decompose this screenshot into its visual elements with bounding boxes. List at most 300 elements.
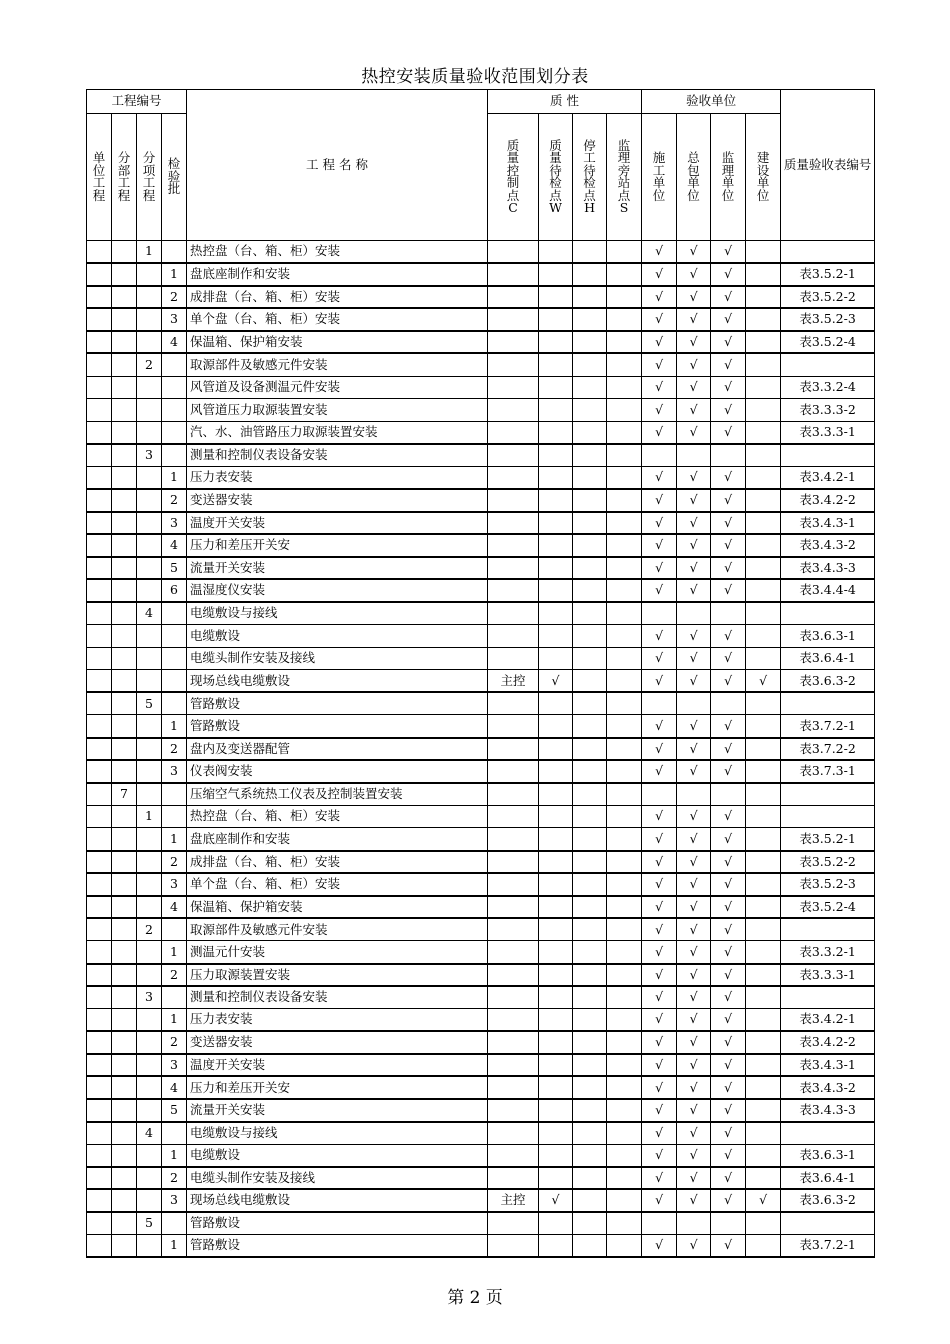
unit-project-cell bbox=[87, 760, 112, 783]
project-name-cell: 现场总线电缆敷设 bbox=[187, 1189, 488, 1212]
table-row bbox=[87, 579, 875, 602]
unit-project-cell bbox=[87, 557, 112, 580]
form-number-cell: 表3.4.3-1 bbox=[781, 1054, 875, 1077]
subitem-project-cell: 5 bbox=[137, 1212, 162, 1235]
construction-unit-check: √ bbox=[642, 1076, 677, 1099]
supervision-point-cell bbox=[607, 964, 642, 987]
division-project-cell bbox=[112, 738, 137, 761]
construction-unit-check: √ bbox=[642, 941, 677, 964]
quality-control-point-cell: 主控 bbox=[488, 670, 539, 693]
supervision-point-cell bbox=[607, 241, 642, 264]
inspection-lot-cell: 3 bbox=[162, 308, 187, 331]
owner-unit-check bbox=[746, 263, 781, 286]
general-contractor-check: √ bbox=[677, 579, 711, 602]
inspection-lot-cell bbox=[162, 625, 187, 648]
form-number-cell: 表3.4.2-2 bbox=[781, 489, 875, 512]
table-row bbox=[87, 647, 875, 670]
supervision-point-cell bbox=[607, 715, 642, 738]
owner-unit-check bbox=[746, 1212, 781, 1235]
division-project-cell bbox=[112, 557, 137, 580]
hold-point-cell bbox=[573, 625, 607, 648]
inspection-lot-cell bbox=[162, 241, 187, 264]
supervision-point-cell bbox=[607, 873, 642, 896]
quality-witness-point-cell bbox=[539, 828, 573, 851]
hold-point-cell bbox=[573, 1054, 607, 1077]
owner-unit-check bbox=[746, 579, 781, 602]
supervision-unit-check: √ bbox=[711, 241, 746, 264]
general-contractor-check: √ bbox=[677, 828, 711, 851]
header-form-number: 质量验收表编号 bbox=[781, 90, 875, 241]
division-project-cell bbox=[112, 918, 137, 941]
division-project-cell bbox=[112, 1009, 137, 1032]
table-row bbox=[87, 466, 875, 489]
supervision-point-cell bbox=[607, 421, 642, 444]
inspection-lot-cell: 4 bbox=[162, 1076, 187, 1099]
general-contractor-check: √ bbox=[677, 466, 711, 489]
subitem-project-cell bbox=[137, 1144, 162, 1167]
hold-point-cell bbox=[573, 376, 607, 399]
form-number-cell: 表3.7.2-2 bbox=[781, 738, 875, 761]
table-row bbox=[87, 715, 875, 738]
hold-point-cell bbox=[573, 557, 607, 580]
unit-project-cell bbox=[87, 241, 112, 264]
general-contractor-check: √ bbox=[677, 241, 711, 264]
quality-control-point-cell bbox=[488, 263, 539, 286]
construction-unit-check: √ bbox=[642, 625, 677, 648]
supervision-unit-check bbox=[711, 602, 746, 625]
quality-control-point-cell bbox=[488, 692, 539, 715]
owner-unit-check bbox=[746, 602, 781, 625]
subitem-project-cell bbox=[137, 896, 162, 919]
quality-control-point-cell bbox=[488, 783, 539, 806]
table-row bbox=[87, 828, 875, 851]
supervision-unit-check: √ bbox=[711, 738, 746, 761]
table-row bbox=[87, 1235, 875, 1258]
subitem-project-cell: 2 bbox=[137, 918, 162, 941]
construction-unit-check: √ bbox=[642, 1235, 677, 1258]
division-project-cell bbox=[112, 692, 137, 715]
quality-control-point-cell bbox=[488, 986, 539, 1009]
unit-project-cell bbox=[87, 602, 112, 625]
owner-unit-check bbox=[746, 1099, 781, 1122]
quality-witness-point-cell bbox=[539, 738, 573, 761]
unit-project-cell bbox=[87, 692, 112, 715]
hold-point-cell bbox=[573, 1031, 607, 1054]
subitem-project-cell bbox=[137, 421, 162, 444]
construction-unit-check: √ bbox=[642, 828, 677, 851]
owner-unit-check bbox=[746, 783, 781, 806]
supervision-point-cell bbox=[607, 1122, 642, 1145]
construction-unit-check: √ bbox=[642, 873, 677, 896]
inspection-lot-cell: 1 bbox=[162, 828, 187, 851]
quality-control-point-cell bbox=[488, 964, 539, 987]
quality-control-point-cell bbox=[488, 489, 539, 512]
form-number-cell: 表3.6.3-1 bbox=[781, 1144, 875, 1167]
unit-project-cell bbox=[87, 376, 112, 399]
construction-unit-check: √ bbox=[642, 421, 677, 444]
table-row bbox=[87, 625, 875, 648]
inspection-lot-cell: 2 bbox=[162, 738, 187, 761]
supervision-unit-check bbox=[711, 692, 746, 715]
general-contractor-check: √ bbox=[677, 1235, 711, 1258]
inspection-lot-cell: 1 bbox=[162, 715, 187, 738]
owner-unit-check bbox=[746, 376, 781, 399]
subitem-project-cell bbox=[137, 376, 162, 399]
quality-control-point-cell bbox=[488, 647, 539, 670]
supervision-unit-check: √ bbox=[711, 828, 746, 851]
supervision-unit-check bbox=[711, 783, 746, 806]
supervision-point-cell bbox=[607, 1144, 642, 1167]
supervision-unit-check: √ bbox=[711, 286, 746, 309]
hold-point-cell bbox=[573, 466, 607, 489]
unit-project-cell bbox=[87, 534, 112, 557]
project-name-cell: 盘底座制作和安装 bbox=[187, 828, 488, 851]
construction-unit-check bbox=[642, 1212, 677, 1235]
inspection-lot-cell bbox=[162, 918, 187, 941]
table-row bbox=[87, 489, 875, 512]
supervision-point-cell bbox=[607, 670, 642, 693]
construction-unit-check: √ bbox=[642, 286, 677, 309]
acceptance-division-table bbox=[86, 89, 875, 1258]
construction-unit-check: √ bbox=[642, 964, 677, 987]
construction-unit-check bbox=[642, 444, 677, 467]
general-contractor-check: √ bbox=[677, 625, 711, 648]
unit-project-cell bbox=[87, 828, 112, 851]
quality-witness-point-cell bbox=[539, 1122, 573, 1145]
division-project-cell bbox=[112, 331, 137, 354]
table-row bbox=[87, 263, 875, 286]
supervision-unit-check: √ bbox=[711, 670, 746, 693]
general-contractor-check: √ bbox=[677, 760, 711, 783]
project-name-cell: 压缩空气系统热工仪表及控制装置安装 bbox=[187, 783, 488, 806]
owner-unit-check bbox=[746, 421, 781, 444]
hold-point-cell bbox=[573, 941, 607, 964]
general-contractor-check: √ bbox=[677, 738, 711, 761]
construction-unit-check: √ bbox=[642, 896, 677, 919]
subitem-project-cell bbox=[137, 851, 162, 874]
inspection-lot-cell: 1 bbox=[162, 466, 187, 489]
table-row bbox=[87, 353, 875, 376]
form-number-cell bbox=[781, 918, 875, 941]
hold-point-cell bbox=[573, 579, 607, 602]
form-number-cell: 表3.5.2-3 bbox=[781, 308, 875, 331]
inspection-lot-cell bbox=[162, 986, 187, 1009]
supervision-unit-check: √ bbox=[711, 625, 746, 648]
quality-witness-point-cell bbox=[539, 444, 573, 467]
construction-unit-check: √ bbox=[642, 760, 677, 783]
supervision-point-cell bbox=[607, 444, 642, 467]
project-name-cell: 管路敷设 bbox=[187, 1235, 488, 1258]
quality-control-point-cell bbox=[488, 828, 539, 851]
division-project-cell bbox=[112, 1212, 137, 1235]
supervision-unit-check: √ bbox=[711, 1235, 746, 1258]
supervision-point-cell bbox=[607, 828, 642, 851]
form-number-cell: 表3.4.3-3 bbox=[781, 557, 875, 580]
table-row bbox=[87, 376, 875, 399]
owner-unit-check bbox=[746, 1122, 781, 1145]
subitem-project-cell bbox=[137, 466, 162, 489]
construction-unit-check: √ bbox=[642, 1144, 677, 1167]
general-contractor-check: √ bbox=[677, 421, 711, 444]
quality-witness-point-cell bbox=[539, 399, 573, 422]
inspection-lot-cell: 1 bbox=[162, 1009, 187, 1032]
general-contractor-check: √ bbox=[677, 851, 711, 874]
quality-control-point-cell bbox=[488, 353, 539, 376]
unit-project-cell bbox=[87, 670, 112, 693]
supervision-unit-check: √ bbox=[711, 308, 746, 331]
header-quality-nature: 质 性 bbox=[488, 90, 642, 114]
division-project-cell bbox=[112, 444, 137, 467]
construction-unit-check: √ bbox=[642, 466, 677, 489]
quality-witness-point-cell bbox=[539, 331, 573, 354]
inspection-lot-cell: 1 bbox=[162, 941, 187, 964]
quality-control-point-cell bbox=[488, 1235, 539, 1258]
quality-control-point-cell bbox=[488, 512, 539, 535]
hold-point-cell bbox=[573, 602, 607, 625]
subitem-project-cell: 1 bbox=[137, 241, 162, 264]
supervision-point-cell bbox=[607, 805, 642, 828]
quality-control-point-cell bbox=[488, 873, 539, 896]
subitem-project-cell: 4 bbox=[137, 602, 162, 625]
subitem-project-cell bbox=[137, 263, 162, 286]
supervision-unit-check: √ bbox=[711, 715, 746, 738]
quality-control-point-cell bbox=[488, 851, 539, 874]
division-project-cell bbox=[112, 986, 137, 1009]
construction-unit-check bbox=[642, 783, 677, 806]
unit-project-cell bbox=[87, 964, 112, 987]
table-row bbox=[87, 670, 875, 693]
supervision-unit-check: √ bbox=[711, 579, 746, 602]
quality-control-point-cell bbox=[488, 896, 539, 919]
quality-witness-point-cell bbox=[539, 579, 573, 602]
owner-unit-check bbox=[746, 331, 781, 354]
division-project-cell bbox=[112, 1099, 137, 1122]
supervision-unit-check: √ bbox=[711, 1076, 746, 1099]
division-project-cell bbox=[112, 1031, 137, 1054]
construction-unit-check: √ bbox=[642, 986, 677, 1009]
unit-project-cell bbox=[87, 625, 112, 648]
general-contractor-check: √ bbox=[677, 1031, 711, 1054]
division-project-cell bbox=[112, 828, 137, 851]
construction-unit-check: √ bbox=[642, 399, 677, 422]
unit-project-cell bbox=[87, 489, 112, 512]
hold-point-cell bbox=[573, 286, 607, 309]
header-quality-witness-point: 质量待检点W bbox=[539, 114, 573, 241]
unit-project-cell bbox=[87, 466, 112, 489]
owner-unit-check bbox=[746, 873, 781, 896]
inspection-lot-cell bbox=[162, 353, 187, 376]
form-number-cell bbox=[781, 602, 875, 625]
division-project-cell bbox=[112, 241, 137, 264]
supervision-point-cell bbox=[607, 647, 642, 670]
table-row bbox=[87, 602, 875, 625]
inspection-lot-cell bbox=[162, 602, 187, 625]
general-contractor-check: √ bbox=[677, 896, 711, 919]
division-project-cell bbox=[112, 647, 137, 670]
general-contractor-check: √ bbox=[677, 1167, 711, 1190]
supervision-unit-check: √ bbox=[711, 331, 746, 354]
division-project-cell bbox=[112, 489, 137, 512]
hold-point-cell bbox=[573, 760, 607, 783]
table-row bbox=[87, 851, 875, 874]
inspection-lot-cell bbox=[162, 421, 187, 444]
unit-project-cell bbox=[87, 715, 112, 738]
owner-unit-check bbox=[746, 489, 781, 512]
project-name-cell: 汽、水、油管路压力取源装置安装 bbox=[187, 421, 488, 444]
unit-project-cell bbox=[87, 783, 112, 806]
supervision-unit-check: √ bbox=[711, 986, 746, 1009]
general-contractor-check: √ bbox=[677, 986, 711, 1009]
inspection-lot-cell: 3 bbox=[162, 873, 187, 896]
supervision-point-cell bbox=[607, 399, 642, 422]
quality-control-point-cell bbox=[488, 805, 539, 828]
project-name-cell: 热控盘（台、箱、柜）安装 bbox=[187, 805, 488, 828]
form-number-cell bbox=[781, 805, 875, 828]
quality-control-point-cell bbox=[488, 1054, 539, 1077]
general-contractor-check bbox=[677, 444, 711, 467]
construction-unit-check: √ bbox=[642, 1099, 677, 1122]
supervision-point-cell bbox=[607, 579, 642, 602]
inspection-lot-cell bbox=[162, 670, 187, 693]
form-number-cell: 表3.5.2-4 bbox=[781, 331, 875, 354]
owner-unit-check bbox=[746, 1235, 781, 1258]
unit-project-cell bbox=[87, 444, 112, 467]
quality-control-point-cell bbox=[488, 1076, 539, 1099]
project-name-cell: 电缆敷设 bbox=[187, 625, 488, 648]
construction-unit-check: √ bbox=[642, 1009, 677, 1032]
project-name-cell: 成排盘（台、箱、柜）安装 bbox=[187, 851, 488, 874]
table-row bbox=[87, 1009, 875, 1032]
owner-unit-check bbox=[746, 760, 781, 783]
form-number-cell: 表3.6.4-1 bbox=[781, 647, 875, 670]
unit-project-cell bbox=[87, 851, 112, 874]
general-contractor-check: √ bbox=[677, 399, 711, 422]
table-row bbox=[87, 1212, 875, 1235]
quality-witness-point-cell bbox=[539, 512, 573, 535]
subitem-project-cell bbox=[137, 738, 162, 761]
quality-witness-point-cell bbox=[539, 941, 573, 964]
supervision-unit-check: √ bbox=[711, 399, 746, 422]
form-number-cell: 表3.6.4-1 bbox=[781, 1167, 875, 1190]
unit-project-cell bbox=[87, 1122, 112, 1145]
construction-unit-check: √ bbox=[642, 715, 677, 738]
supervision-point-cell bbox=[607, 692, 642, 715]
owner-unit-check: √ bbox=[746, 670, 781, 693]
form-number-cell: 表3.7.2-1 bbox=[781, 1235, 875, 1258]
supervision-unit-check: √ bbox=[711, 353, 746, 376]
quality-control-point-cell bbox=[488, 466, 539, 489]
inspection-lot-cell: 3 bbox=[162, 760, 187, 783]
quality-control-point-cell bbox=[488, 1212, 539, 1235]
hold-point-cell bbox=[573, 1167, 607, 1190]
division-project-cell bbox=[112, 670, 137, 693]
header-supervision-unit: 监理单位 bbox=[711, 114, 746, 241]
project-name-cell: 测量和控制仪表设备安装 bbox=[187, 444, 488, 467]
construction-unit-check: √ bbox=[642, 557, 677, 580]
table-row bbox=[87, 783, 875, 806]
general-contractor-check bbox=[677, 602, 711, 625]
unit-project-cell bbox=[87, 399, 112, 422]
supervision-point-cell bbox=[607, 760, 642, 783]
supervision-point-cell bbox=[607, 308, 642, 331]
general-contractor-check: √ bbox=[677, 534, 711, 557]
supervision-unit-check: √ bbox=[711, 557, 746, 580]
quality-control-point-cell bbox=[488, 602, 539, 625]
general-contractor-check: √ bbox=[677, 1144, 711, 1167]
supervision-unit-check: √ bbox=[711, 1054, 746, 1077]
table-row bbox=[87, 512, 875, 535]
quality-control-point-cell bbox=[488, 579, 539, 602]
supervision-unit-check: √ bbox=[711, 964, 746, 987]
project-name-cell: 温度开关安装 bbox=[187, 512, 488, 535]
subitem-project-cell bbox=[137, 625, 162, 648]
supervision-unit-check: √ bbox=[711, 918, 746, 941]
owner-unit-check bbox=[746, 1167, 781, 1190]
subitem-project-cell: 3 bbox=[137, 444, 162, 467]
general-contractor-check bbox=[677, 1212, 711, 1235]
project-name-cell: 保温箱、保护箱安装 bbox=[187, 896, 488, 919]
hold-point-cell bbox=[573, 308, 607, 331]
subitem-project-cell bbox=[137, 512, 162, 535]
project-name-cell: 管路敷设 bbox=[187, 692, 488, 715]
quality-witness-point-cell bbox=[539, 376, 573, 399]
division-project-cell bbox=[112, 1144, 137, 1167]
supervision-point-cell bbox=[607, 1009, 642, 1032]
subitem-project-cell: 2 bbox=[137, 353, 162, 376]
project-name-cell: 管路敷设 bbox=[187, 1212, 488, 1235]
table-row bbox=[87, 331, 875, 354]
unit-project-cell bbox=[87, 941, 112, 964]
unit-project-cell bbox=[87, 353, 112, 376]
supervision-unit-check: √ bbox=[711, 1099, 746, 1122]
supervision-unit-check: √ bbox=[711, 1144, 746, 1167]
inspection-lot-cell: 1 bbox=[162, 1144, 187, 1167]
construction-unit-check: √ bbox=[642, 738, 677, 761]
unit-project-cell bbox=[87, 805, 112, 828]
table-row bbox=[87, 1122, 875, 1145]
project-name-cell: 变送器安装 bbox=[187, 1031, 488, 1054]
quality-witness-point-cell bbox=[539, 1031, 573, 1054]
project-name-cell: 盘内及变送器配管 bbox=[187, 738, 488, 761]
table-row bbox=[87, 286, 875, 309]
general-contractor-check: √ bbox=[677, 263, 711, 286]
hold-point-cell bbox=[573, 986, 607, 1009]
project-name-cell: 压力表安装 bbox=[187, 466, 488, 489]
inspection-lot-cell: 3 bbox=[162, 512, 187, 535]
table-row bbox=[87, 421, 875, 444]
construction-unit-check: √ bbox=[642, 263, 677, 286]
division-project-cell bbox=[112, 579, 137, 602]
hold-point-cell bbox=[573, 896, 607, 919]
project-name-cell: 变送器安装 bbox=[187, 489, 488, 512]
header-acceptance-unit: 验收单位 bbox=[642, 90, 781, 114]
quality-witness-point-cell bbox=[539, 263, 573, 286]
division-project-cell bbox=[112, 466, 137, 489]
hold-point-cell bbox=[573, 851, 607, 874]
project-name-cell: 压力表安装 bbox=[187, 1009, 488, 1032]
division-project-cell bbox=[112, 534, 137, 557]
supervision-point-cell bbox=[607, 1167, 642, 1190]
unit-project-cell bbox=[87, 896, 112, 919]
construction-unit-check: √ bbox=[642, 376, 677, 399]
project-name-cell: 压力取源装置安装 bbox=[187, 964, 488, 987]
construction-unit-check: √ bbox=[642, 918, 677, 941]
table-row bbox=[87, 986, 875, 1009]
project-name-cell: 电缆头制作安装及接线 bbox=[187, 647, 488, 670]
general-contractor-check: √ bbox=[677, 1054, 711, 1077]
unit-project-cell bbox=[87, 308, 112, 331]
owner-unit-check bbox=[746, 986, 781, 1009]
